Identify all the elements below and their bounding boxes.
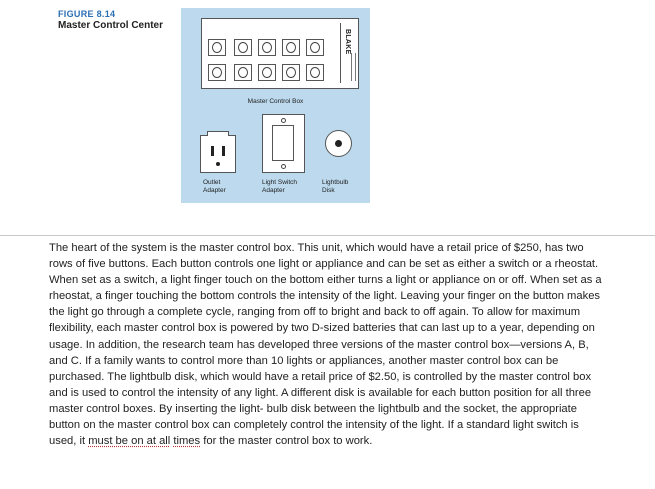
grammar-flagged-text[interactable]: must be on at all xyxy=(88,435,171,448)
switch-label-line1: Light Switch xyxy=(262,179,298,186)
outlet-slot-right xyxy=(222,146,225,156)
control-button-1 xyxy=(208,39,226,56)
outlet-label-line1: Outlet xyxy=(203,179,221,186)
switch-adapter-label xyxy=(262,179,297,195)
control-button-7 xyxy=(234,64,252,81)
body-paragraph xyxy=(49,240,607,449)
outlet-slot-left xyxy=(211,146,214,156)
paragraph-main-text: The heart of the system is the master control box. This unit, which would have a retail price of $250, has two rows of five buttons. Each button controls one light or appliance and can be set as either a switch or a rheostat. When set as a switch, a light finger touch on the bottom either turns a light or appliance on or off. When set as a rheostat, a finger touching the bottom controls the intensity of the light. Leaving your finger on the button makes the light go through a complete cycle, ranging from off to bright and back to off again. To allow for maximum flexibility, each master control box is powered by two D-sized batteries that can last up to a year, depending on usage. In addition, the research team has developed three versions of the master control box—versions A, B, and C. If a family wants to control more than 10 lights or appliances, another master control box can be purchased. The lightbulb disk, which would have a retail price of $2.50, is controlled by the master control box and is used to control the intensity of any light. A different disk is available for each button position for all three master control boxes. By inserting the light- bulb disk between the lightbulb and the socket, the appropriate button on the master control box can completely control the intensity of the light. If a standard light switch is used, it xyxy=(49,242,602,448)
outlet-adapter-drawing xyxy=(200,135,236,173)
control-button-6 xyxy=(208,64,226,81)
control-button-4 xyxy=(282,39,300,56)
disk-label-line2: Disk xyxy=(322,187,335,194)
control-button-8 xyxy=(258,64,276,81)
control-button-5 xyxy=(306,39,324,56)
figure-title: Master Control Center xyxy=(58,20,164,31)
spelling-flagged-text[interactable]: times xyxy=(173,435,201,448)
disk-label-line1: Lightbulb xyxy=(322,179,349,186)
lightbulb-disk-drawing xyxy=(325,130,352,157)
outlet-plug-top xyxy=(207,131,229,136)
section-divider xyxy=(0,235,655,236)
disk-center-dot xyxy=(335,140,342,147)
brand-strip xyxy=(340,23,355,83)
outlet-ground-hole xyxy=(216,162,220,166)
master-control-box-drawing xyxy=(201,18,359,89)
outlet-label-line2: Adapter xyxy=(203,187,226,194)
switch-plate xyxy=(272,125,294,161)
control-button-3 xyxy=(258,39,276,56)
switch-screw-bottom-icon xyxy=(281,164,286,169)
master-control-center-figure xyxy=(181,8,370,203)
brand-label: BLAKE xyxy=(344,29,351,55)
light-switch-adapter-drawing xyxy=(262,114,305,173)
paragraph-end-text: for the master control box to work. xyxy=(200,435,373,448)
figure-label: FIGURE 8.14 xyxy=(58,9,116,19)
lightbulb-disk-label xyxy=(322,179,348,195)
outlet-adapter-label xyxy=(203,179,226,195)
switch-screw-top-icon xyxy=(281,118,286,123)
control-button-10 xyxy=(306,64,324,81)
battery-vent-lines xyxy=(351,53,356,81)
master-control-box-caption: Master Control Box xyxy=(247,98,304,105)
control-button-2 xyxy=(234,39,252,56)
switch-label-line2: Adapter xyxy=(262,187,285,194)
control-button-9 xyxy=(282,64,300,81)
